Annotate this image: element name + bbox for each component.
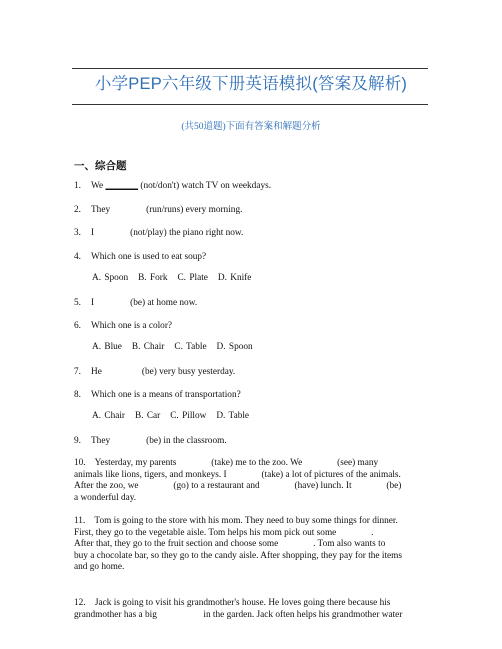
question-text-line: a wonderful day. — [74, 492, 137, 503]
question-text: (be) at home now. — [130, 298, 198, 308]
question-number: 8. — [74, 390, 81, 400]
page-subtitle: (共50道题)下面有答案和解题分析 — [181, 122, 321, 132]
question-5 — [74, 297, 440, 309]
question-text-line: Yesterday, my parents (take) me to the zoo. We (see) many — [94, 458, 379, 468]
question-8-options: A. Chair B. Car C. Pillow D. Table — [92, 411, 250, 421]
question-text: Which one is a color? — [91, 321, 173, 331]
question-text: We — [91, 181, 106, 191]
question-text: (be) in the classroom. — [146, 436, 227, 446]
question-number: 5. — [74, 298, 81, 308]
question-4 — [74, 251, 440, 263]
question-number: 12. — [74, 598, 86, 608]
question-text-line: After that, they go to the fruit section and choose some . Tom also wants to — [74, 539, 386, 549]
question-number: 11. — [74, 516, 86, 526]
question-text: (not/play) the piano right now. — [130, 228, 244, 238]
question-text: They — [91, 205, 111, 215]
question-number: 3. — [74, 228, 81, 238]
question-12 — [74, 598, 442, 621]
question-number: 2. — [74, 205, 81, 215]
question-number: 9. — [74, 436, 81, 446]
question-text: Which one is used to eat soup? — [91, 252, 207, 262]
question-text-line: and go home. — [74, 562, 125, 572]
question-text-line: After the zoo, we (go) to a restaurant and (have) lunch. It (be) — [74, 481, 402, 491]
question-4-options: A. Spoon B. Fork C. Plate D. Knife — [92, 273, 252, 283]
question-text: I — [91, 298, 95, 308]
question-text: (run/runs) every morning. — [146, 205, 243, 215]
question-10 — [74, 458, 442, 504]
question-1 — [74, 180, 440, 192]
answer-blank: _______ — [105, 181, 139, 191]
question-7 — [74, 366, 440, 378]
question-text-line: Jack is going to visit his grandmother's house. He loves going there because his — [94, 598, 391, 608]
question-text: He — [91, 367, 102, 377]
question-8 — [74, 389, 440, 401]
question-text-line: animals like lions, tigers, and monkeys. I (take) a lot of pictures of the animals. — [74, 469, 401, 480]
question-text: Which one is a means of transportation? — [91, 390, 241, 400]
question-text-line: First, they go to the vegetable aisle. Tom helps his mom pick out some . — [74, 527, 374, 538]
question-number: 4. — [74, 252, 81, 262]
question-text: (not/don't) watch TV on weekdays. — [138, 181, 272, 191]
title-top-rule — [72, 68, 428, 69]
page-title: 小学PEP六年级下册英语模拟(答案及解析) — [94, 75, 408, 93]
question-3 — [74, 227, 440, 239]
question-9 — [74, 435, 440, 447]
question-text-line: Tom is going to the store with his mom. They need to buy some things for dinner. — [94, 516, 398, 526]
question-text-line: buy a chocolate bar, so they go to the candy aisle. After shopping, they pay for the items — [74, 550, 403, 561]
question-11 — [74, 516, 442, 574]
question-text-line: grandmother has a big in the garden. Jack often helps his grandmother water — [74, 609, 403, 620]
question-number: 10. — [74, 458, 86, 468]
question-6-options: A. Blue B. Chair C. Table D. Spoon — [92, 342, 253, 352]
question-text: (be) very busy yesterday. — [141, 367, 236, 377]
section-heading: 一、综合题 — [74, 160, 127, 172]
title-bottom-rule — [72, 104, 428, 105]
question-number: 6. — [74, 321, 81, 331]
question-number: 7. — [74, 367, 81, 377]
question-2 — [74, 204, 440, 216]
question-text: I — [91, 228, 95, 238]
question-6 — [74, 320, 440, 332]
question-text: They — [91, 436, 111, 446]
question-number: 1. — [74, 181, 81, 191]
